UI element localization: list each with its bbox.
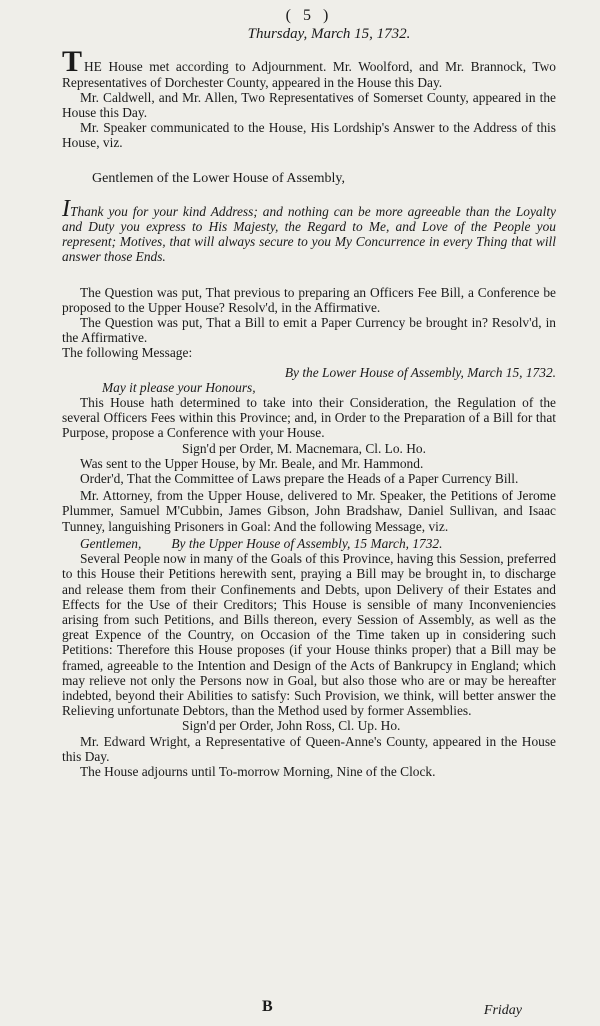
paragraph-speaker: Mr. Speaker communicated to the House, His Lordship's Answer to the Address of this House, viz.: [62, 120, 556, 151]
paragraph-attendance: Mr. Caldwell, and Mr. Allen, Two Representatives of Somerset County, appeared in the House this Day.: [62, 89, 556, 121]
message1-heading: By the Lower House of Assembly, March 15, 1732.: [284, 364, 556, 380]
drop-cap: T: [62, 45, 85, 79]
page-number: ( 5 ): [285, 7, 333, 24]
letter-body: [62, 195, 556, 265]
letter-initial: I: [62, 195, 70, 222]
dateline: Thursday, March 15, 1732.: [247, 26, 411, 43]
message2-signature: Sign'd per Order, John Ross, Cl. Up. Ho.: [182, 718, 401, 734]
paragraph-petitions: Mr. Attorney, from the Upper House, delivered to Mr. Speaker, the Petitions of Jerome Plummer, Samuel M'Cubbin, James Gibson, John Bradshaw, Daniel Sullivan, and Isaac Tunney, languishing Prisoners in Goal: And the following Message, viz.: [62, 488, 556, 534]
paragraph-message-intro: The following Message:: [62, 345, 193, 361]
message2-address: Gentlemen,: [80, 535, 142, 551]
paragraph-sent-upper-house: Was sent to the Upper House, by Mr. Beale, and Mr. Hammond.: [80, 455, 424, 471]
message2-header: [62, 536, 556, 551]
paragraph-opening-text: HE House met according to Adjournment. Mr. Woolford, and Mr. Brannock, Two Representatives of Dorchester County, appeared in the House this Day.: [62, 59, 556, 90]
paragraph-opening: [62, 45, 556, 90]
message2-body: Several People now in many of the Goals of this Province, having this Session, preferred to this House their Petitions herewith sent, praying a Bill may be brought in, to discharge and release them from their Confinements and Debts, upon Delivery of their Estates and Effects for the Use of their Creditors; This House is sensible of many Inconveniencies arising from such Petitions, and Bills thereon, every Session of Assembly, as well as the great Expence of the Country, on Occasion of the Time taken up in considering such Petitions: Therefore this House proposes (if your House thinks proper) that a Bill may be framed, agreeable to the Intention and Design of the Acts of Bankrupcy in England; which may relieve not only the Persons now in Goal, but also those who are or may be hereafter indebted, beyond their Abilities to satisfy: Such Provision, we think, will better answer the Relieving unfortunate Debtors, than the Method used by former Assemblies.: [62, 551, 557, 719]
message1-address: May it please your Honours,: [102, 379, 256, 395]
signature-mark: B: [262, 997, 273, 1015]
paragraph-order-committee: Order'd, That the Committee of Laws prepare the Heads of a Paper Currency Bill.: [80, 471, 519, 487]
paragraph-question-currency: The Question was put, That a Bill to emit a Paper Currency be brought in? Resolv'd, in the Affirmative.: [62, 315, 556, 346]
letter-salutation: Gentlemen of the Lower House of Assembly,: [92, 170, 345, 186]
message2-heading: By the Upper House of Assembly, 15 March, 1732.: [171, 535, 443, 551]
message1-signature: Sign'd per Order, M. Macnemara, Cl. Lo. Ho.: [182, 440, 426, 456]
message1-body: This House hath determined to take into their Consideration, the Regulation of the several Officers Fees within this Province; and, in Order to the Preparation of a Bill for that Purpose, propose a Conference with your House.: [62, 395, 556, 441]
paragraph-question-fees: The Question was put, That previous to preparing an Officers Fee Bill, a Conference be proposed to the Upper House? Resolv'd, in the Affirmative.: [62, 284, 556, 315]
catchword: Friday: [483, 1002, 522, 1018]
letter-text: Thank you for your kind Address; and nothing can be more agreeable than the Loyalty and Duty you express to His Majesty, the Regard to Me, and Love of the People you represent; Motives, that will always secure to you My Concurrence in every Thing that will answer those Ends.: [62, 203, 556, 265]
paragraph-wright: Mr. Edward Wright, a Representative of Queen-Anne's County, appeared in the House this Day.: [62, 733, 556, 764]
paragraph-adjourn: The House adjourns until To-morrow Morning, Nine of the Clock.: [80, 763, 436, 779]
